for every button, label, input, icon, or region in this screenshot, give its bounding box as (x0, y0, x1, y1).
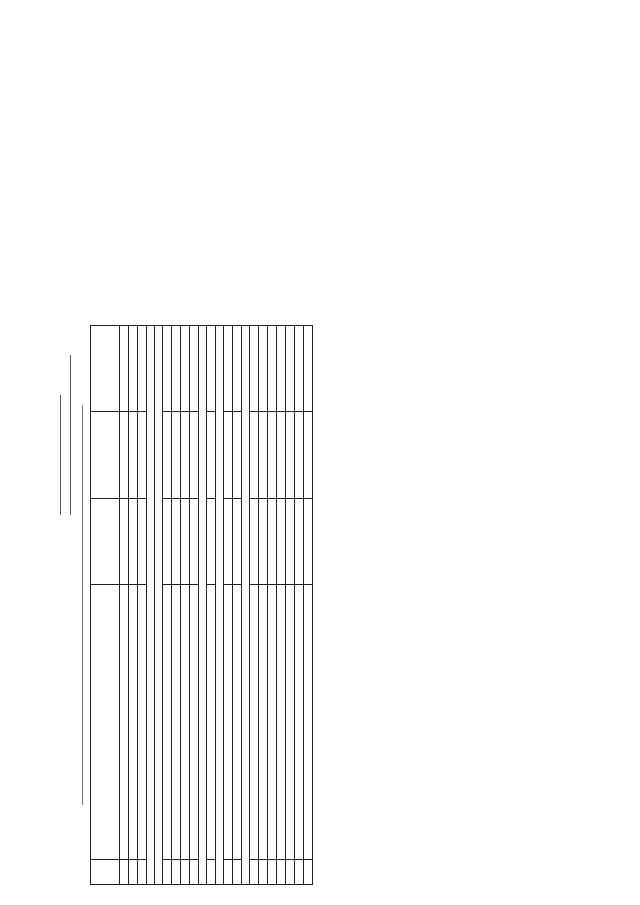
table-cell (295, 585, 304, 859)
table-header-row (91, 326, 120, 885)
table-cell (163, 859, 172, 884)
table-cell (129, 412, 138, 498)
header-cell (91, 498, 120, 584)
table-cell (190, 498, 199, 584)
document-header (50, 325, 90, 885)
table-cell (172, 326, 181, 412)
table-cell (250, 498, 259, 584)
table-row (233, 326, 242, 885)
table-cell (172, 412, 181, 498)
table-row (224, 326, 233, 885)
table-cell (268, 326, 277, 412)
table-row (207, 326, 216, 885)
table-cell (295, 498, 304, 584)
table-cell (138, 326, 147, 412)
table-cell (233, 498, 242, 584)
table-cell (190, 326, 199, 412)
table-cell (181, 859, 190, 884)
table-cell (181, 326, 190, 412)
table-row (163, 326, 172, 885)
table-cell (259, 326, 268, 412)
table-cell (286, 859, 295, 884)
table-cell (304, 498, 313, 584)
table-cell (259, 859, 268, 884)
table-cell (181, 412, 190, 498)
table-cell (181, 498, 190, 584)
table-cell (304, 326, 313, 412)
section-cell (147, 326, 155, 885)
table-cell (277, 326, 286, 412)
table-cell (163, 585, 172, 859)
table-cell (163, 498, 172, 584)
table-cell (250, 859, 259, 884)
table-row (250, 326, 259, 885)
section-row (147, 326, 155, 885)
table-cell (259, 412, 268, 498)
table-cell (163, 412, 172, 498)
table-cell (207, 859, 216, 884)
table-cell (129, 498, 138, 584)
table-cell (277, 585, 286, 859)
table-row (259, 326, 268, 885)
table-cell (163, 326, 172, 412)
appendix-reference (50, 335, 80, 515)
table-cell (207, 585, 216, 859)
table-cell (129, 585, 138, 859)
table-cell (295, 326, 304, 412)
table-cell (138, 585, 147, 859)
table-cell (120, 585, 129, 859)
section-cell (199, 326, 207, 885)
table-cell (138, 859, 147, 884)
table-cell (277, 498, 286, 584)
section-cell (155, 326, 163, 885)
table-cell (207, 412, 216, 498)
table-cell (190, 859, 199, 884)
table-cell (259, 498, 268, 584)
table-cell (304, 585, 313, 859)
table-cell (286, 585, 295, 859)
table-cell (277, 859, 286, 884)
table-cell (304, 412, 313, 498)
table-cell (224, 326, 233, 412)
table-row (304, 326, 313, 885)
table-cell (120, 326, 129, 412)
table-cell (224, 498, 233, 584)
header-cell (91, 326, 120, 412)
order-line (70, 355, 71, 515)
header-cell (91, 859, 120, 884)
section-row (199, 326, 207, 885)
table-cell (295, 859, 304, 884)
table-row (120, 326, 129, 885)
table-cell (233, 859, 242, 884)
table-cell (172, 859, 181, 884)
table-cell (129, 859, 138, 884)
table-cell (138, 412, 147, 498)
table-cell (250, 412, 259, 498)
table-row (286, 326, 295, 885)
table-row (129, 326, 138, 885)
table-row (268, 326, 277, 885)
table-cell (250, 326, 259, 412)
table-cell (233, 326, 242, 412)
table-cell (295, 412, 304, 498)
rotated-sheet (50, 325, 640, 885)
section-row (242, 326, 250, 885)
table-cell (268, 859, 277, 884)
table-row (190, 326, 199, 885)
table-cell (207, 326, 216, 412)
table-cell (120, 412, 129, 498)
section-cell (242, 326, 250, 885)
table-cell (304, 859, 313, 884)
table-row (295, 326, 304, 885)
table-row (181, 326, 190, 885)
table-cell (224, 412, 233, 498)
table-cell (190, 412, 199, 498)
table-cell (138, 498, 147, 584)
table-cell (286, 498, 295, 584)
table-row (277, 326, 286, 885)
table-row (138, 326, 147, 885)
table-cell (207, 498, 216, 584)
tariff-table (90, 325, 313, 885)
table-cell (268, 412, 277, 498)
table-cell (224, 859, 233, 884)
table-cell (129, 326, 138, 412)
table-cell (286, 326, 295, 412)
table-cell (277, 412, 286, 498)
table-cell (259, 585, 268, 859)
table-cell (268, 585, 277, 859)
table-cell (233, 412, 242, 498)
section-row (155, 326, 163, 885)
header-cell (91, 585, 120, 859)
table-cell (286, 412, 295, 498)
tariff-table-body (91, 326, 313, 885)
table-cell (172, 498, 181, 584)
table-cell (181, 585, 190, 859)
table-cell (172, 585, 181, 859)
section-cell (216, 326, 224, 885)
table-row (172, 326, 181, 885)
table-cell (268, 498, 277, 584)
section-row (216, 326, 224, 885)
table-cell (224, 585, 233, 859)
table-cell (120, 859, 129, 884)
table-cell (190, 585, 199, 859)
table-cell (233, 585, 242, 859)
appendix-line (60, 395, 61, 515)
table-cell (250, 585, 259, 859)
document-title (82, 405, 83, 805)
header-cell (91, 412, 120, 498)
table-cell (120, 498, 129, 584)
